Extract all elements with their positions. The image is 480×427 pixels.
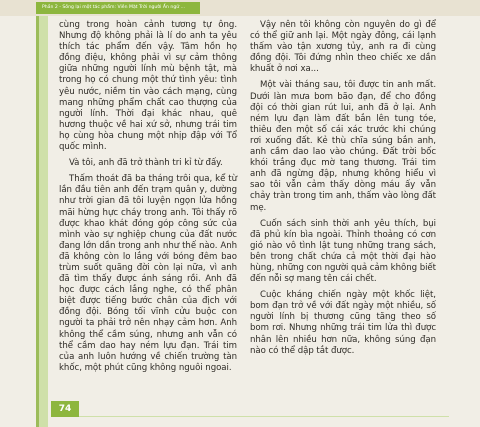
paragraph: Cuộc kháng chiến ngày một khốc liệt, bom đạn trở về với đất ngày một nhiều, số người lính bị thương cũng tăng theo số bom rơi. Nhưng những trái tim lửa thì được nhân lên nhiều hơn nữa, không súng đạn nào có thể dập tắt được. — [250, 290, 436, 356]
page-number: 74 — [51, 401, 79, 417]
paragraph: Cuốn sách sinh thời anh yêu thích, bụi đã phủ kín bìa ngoài. Thỉnh thoảng có cơn gió nào vô tình lật tung những trang sách, bên trong chất chứa cả một thời đại hào hùng, những con người quả cảm không biết đến nỗi sợ mang tên cái chết. — [250, 218, 436, 285]
paragraph: Một vài tháng sau, tôi được tin anh mất. Dưới làn mưa bom bão đạn, để cho đồng đội có thời gian rút lui, anh đã ở lại. Anh ném lựu đạn làm đất bắn lên tung tóe, thiêu đen một số cái xác trước khi chúng rơi xuống đất. Kẻ thù chĩa súng bắn anh, anh cầm dao lao vào chúng. Đất trời bốc khói trắng đục mờ tang thương. Trái tim anh đã ngừng đập, nhưng không hiểu vì sao tôi vẫn cảm thấy dòng máu ấy vẫn chảy tràn trong tim anh, thấm vào lòng đất mẹ. — [250, 80, 436, 213]
running-header: Phần 2 - Sống lại một tác phẩm: Viên Mặt Trời người Ấn ngữ ... — [36, 2, 200, 14]
paragraph: Thấm thoát đã ba tháng trôi qua, kể từ lần đầu tiên anh đến trạm quân y, dường như trời gian đã tôi luyện ngọn lửa hồng mãi hừng hực cháy trong anh. Tôi thấy rõ được khao khát đóng góp công sức của mình vào sự nghiệp chung của đất nước đang lớn dần trong anh như thế nào. Anh đã không còn lo lắng với bóng đêm bao trùm suốt quãng đời còn lại nữa, vì anh đã tìm thấy được ánh sáng rồi. Anh đã học được cách lắng nghe, có thể phân biệt được tiếng bước chân của địch với đồng đội. Bóng tối vĩnh cửu buộc con người ta phải trở nên nhạy cảm hơn. Anh không thể cầm súng, nhưng anh vẫn có thể cầm dao hay ném lựu đạn. Trái tim của anh luôn hướng về chiến trường tàn khốc, một phút cũng không nguôi ngoai. — [59, 174, 237, 373]
right-column — [250, 20, 436, 362]
paragraph: cùng trong hoàn cảnh tương tự ông. Nhưng độ không phải là lí do anh ta yêu thích tác phẩm đến vậy. Tâm hồn họ đồng điệu, không phải vì sự cảm thông giữa những người lính mù bệnh tật, mà trong họ có chung một thứ tình yêu: tình yêu nước, niềm tin vào cách mạng, cùng mang những phẩm chất cao thượng của người lính. Thời đại khác nhau, quê hương thuộc về hai xứ sở, nhưng trái tim họ cùng hòa chung một nhịp đập với Tổ quốc mình. — [59, 20, 237, 153]
paragraph: Và tôi, anh đã trở thành tri kỉ từ đấy. — [69, 158, 223, 169]
margin-strip-edge — [36, 16, 39, 427]
paragraph: Vậy nên tôi không còn nguyên do gì để có thể giữ anh lại. Một ngày đông, cái lạnh thấm vào tận xương tủy, anh ra đi cùng đồng đội. Tôi đứng nhìn theo chiếc xe dần khuất ở nơi xa... — [250, 20, 436, 75]
footer-rule — [79, 416, 449, 417]
left-column — [59, 20, 237, 379]
